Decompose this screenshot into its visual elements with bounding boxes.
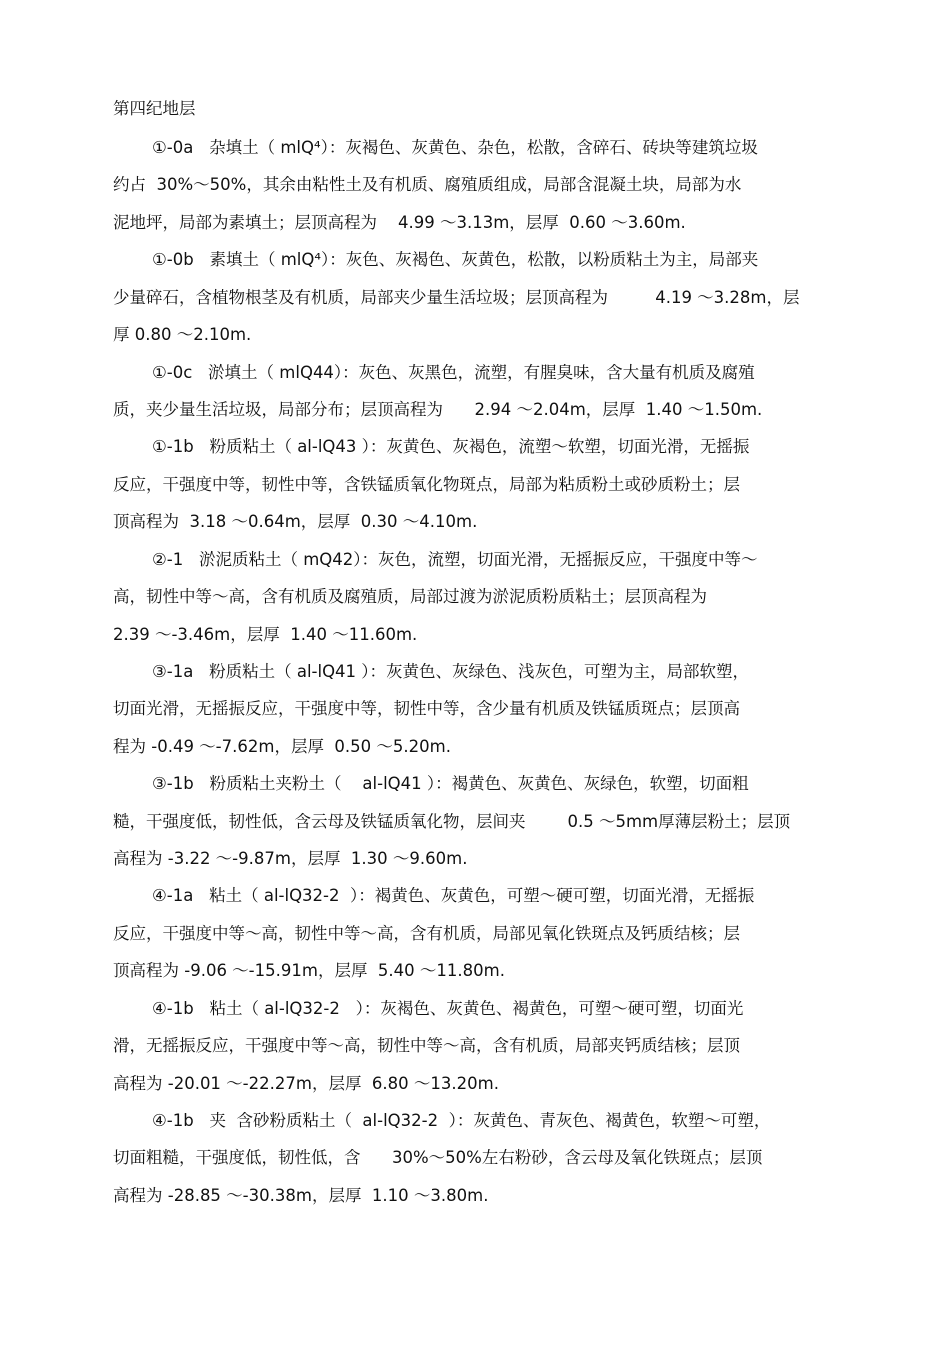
layer-4-1a-line-2: 反应，干强度中等～高，韧性中等～高，含有机质，局部见氧化铁斑点及钙质结核；层 bbox=[113, 924, 740, 943]
layer-3-1b-line-3: 高程为 -3.22 ～-9.87m，层厚 1.30 ～9.60m. bbox=[113, 849, 468, 868]
layer-4-1b-line-1: ④-1b 粘土（ al-lQ32-2 ）：灰褐色、灰黄色、褐黄色，可塑～硬可塑，切面光 bbox=[152, 999, 744, 1018]
layer-1-0c-line-2: 质，夹少量生活垃圾，局部分布；层顶高程为 2.94 ～2.04m，层厚 1.40 ～1.50m. bbox=[113, 400, 763, 419]
layer-2-1-line-1: ②-1 淤泥质粘土（ mQ42）：灰色，流塑，切面光滑，无摇振反应，干强度中等～ bbox=[152, 550, 758, 569]
layer-4-1a-line-1: ④-1a 粘土（ al-lQ32-2 ）：褐黄色、灰黄色，可塑～硬可塑，切面光滑，无摇振 bbox=[152, 886, 755, 905]
layer-2-1-line-3: 2.39 ～-3.46m，层厚 1.40 ～11.60m. bbox=[113, 625, 418, 644]
layer-1-0a-line-2: 约占 30%～50%，其余由粘性土及有机质、腐殖质组成，局部含混凝土块，局部为水 bbox=[113, 175, 742, 194]
layer-1-0a-line-1: ①-0a 杂填土（ mlQ⁴）：灰褐色、灰黄色、杂色，松散，含碎石、砖块等建筑垃圾 bbox=[152, 138, 758, 157]
layer-3-1a-line-3: 程为 -0.49 ～-7.62m，层厚 0.50 ～5.20m. bbox=[113, 737, 451, 756]
layer-1-0b-line-2: 少量碎石，含植物根茎及有机质，局部夹少量生活垃圾；层顶高程为 4.19 ～3.28m，层 bbox=[113, 288, 800, 307]
layer-1-0c-line-1: ①-0c 淤填土（ mlQ44）：灰色、灰黑色，流塑，有腥臭味，含大量有机质及腐殖 bbox=[152, 363, 755, 382]
layer-3-1b-line-2: 糙，干强度低，韧性低，含云母及铁锰质氧化物，层间夹 0.5 ～5mm厚薄层粉土；层顶 bbox=[113, 812, 791, 831]
layer-3-1a-line-2: 切面光滑，无摇振反应，干强度中等，韧性中等，含少量有机质及铁锰质斑点；层顶高 bbox=[113, 699, 740, 718]
layer-1-0b-line-1: ①-0b 素填土（ mlQ⁴）：灰色、灰褐色、灰黄色，松散，以粉质粘土为主，局部夹 bbox=[152, 250, 759, 269]
layer-2-1-line-2: 高，韧性中等～高，含有机质及腐殖质，局部过渡为淤泥质粉质粘土；层顶高程为 bbox=[113, 587, 707, 606]
layer-1-1b-line-1: ①-1b 粉质粘土（ al-lQ43 ）：灰黄色、灰褐色，流塑～软塑，切面光滑，无摇振 bbox=[152, 437, 750, 456]
layer-4-1b-jia-line-1: ④-1b 夹 含砂粉质粘土（ al-lQ32-2 ）：灰黄色、青灰色、褐黄色，软塑～可塑， bbox=[152, 1111, 771, 1130]
layer-3-1a-line-1: ③-1a 粉质粘土（ al-lQ41 ）：灰黄色、灰绿色、浅灰色，可塑为主，局部软塑， bbox=[152, 662, 750, 681]
page-title: 第四纪地层 bbox=[113, 99, 196, 118]
layer-3-1b-line-1: ③-1b 粉质粘土夹粉土（ al-lQ41 ）：褐黄色、灰黄色、灰绿色，软塑，切面粗 bbox=[152, 774, 749, 793]
layer-4-1b-jia-line-3: 高程为 -28.85 ～-30.38m，层厚 1.10 ～3.80m. bbox=[113, 1186, 489, 1205]
layer-4-1b-line-2: 滑，无摇振反应，干强度中等～高，韧性中等～高，含有机质，局部夹钙质结核；层顶 bbox=[113, 1036, 740, 1055]
layer-1-0b-line-3: 厚 0.80 ～2.10m. bbox=[113, 325, 252, 344]
layer-4-1b-jia-line-2: 切面粗糙，干强度低，韧性低，含 30%～50%左右粉砂，含云母及氧化铁斑点；层顶 bbox=[113, 1148, 763, 1167]
layer-1-1b-line-3: 顶高程为 3.18 ～0.64m，层厚 0.30 ～4.10m. bbox=[113, 512, 478, 531]
layer-4-1a-line-3: 顶高程为 -9.06 ～-15.91m，层厚 5.40 ～11.80m. bbox=[113, 961, 505, 980]
layer-4-1b-line-3: 高程为 -20.01 ～-22.27m，层厚 6.80 ～13.20m. bbox=[113, 1074, 499, 1093]
layer-1-0a-line-3: 泥地坪，局部为素填土；层顶高程为 4.99 ～3.13m，层厚 0.60 ～3.60m. bbox=[113, 213, 686, 232]
layer-1-1b-line-2: 反应，干强度中等，韧性中等，含铁锰质氧化物斑点，局部为粘质粉土或砂质粉土；层 bbox=[113, 475, 740, 494]
